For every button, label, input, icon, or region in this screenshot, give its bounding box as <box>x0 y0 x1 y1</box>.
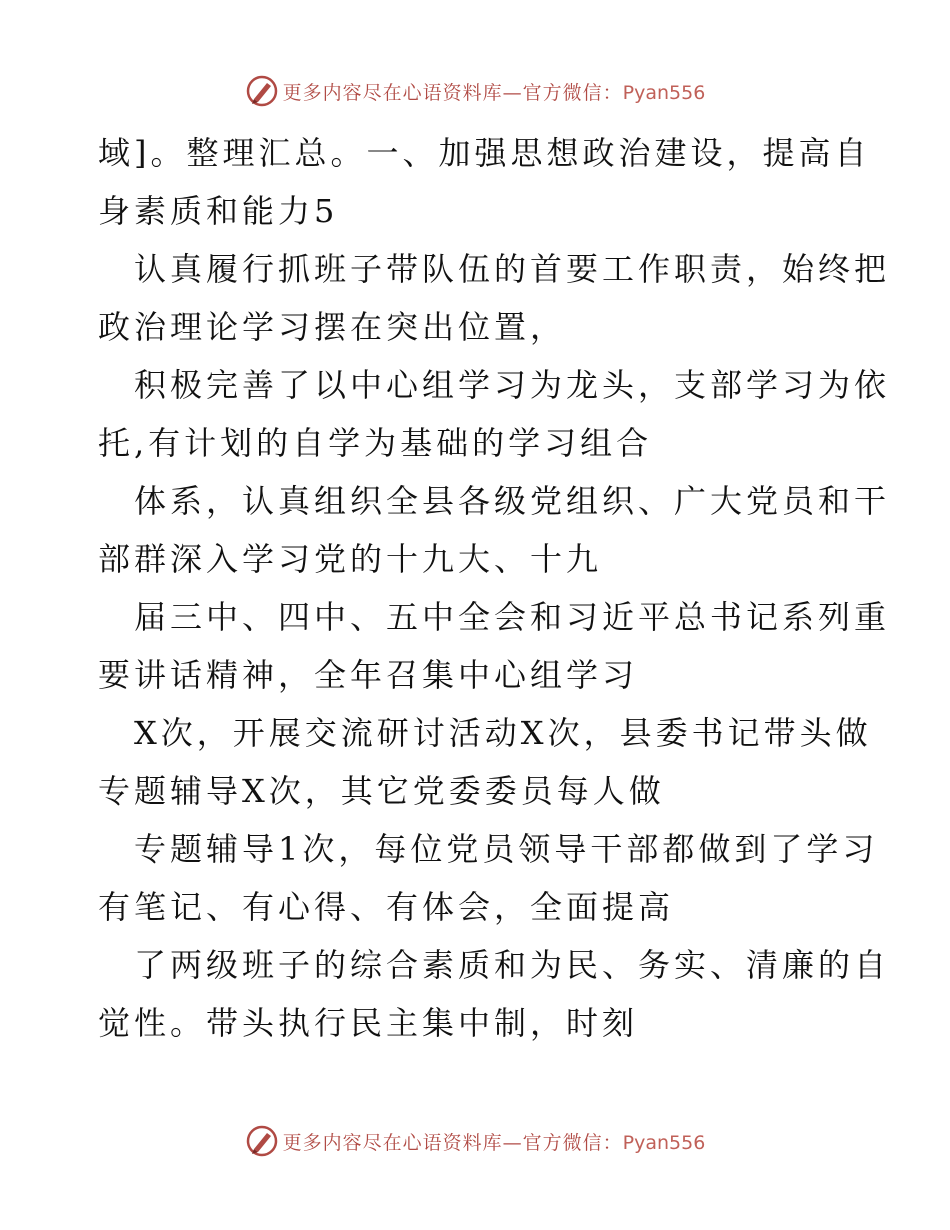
text-line: 积极完善了以中心组学习为龙头，支部学习为依 <box>134 366 891 404</box>
pen-logo-icon <box>245 74 279 108</box>
document-body <box>98 124 891 1052</box>
pen-logo-icon <box>245 1124 279 1158</box>
text-line: 要讲话精神，全年召集中心组学习 <box>98 656 639 694</box>
text-line: 托,有计划的自学为基础的学习组合 <box>98 424 653 462</box>
text-line: 体系，认真组织全县各级党组织、广大党员和干 <box>134 482 891 520</box>
footer-banner-handle: Pyan556 <box>622 1131 706 1154</box>
text-line: 专题辅导1次，每位党员领导干部都做到了学习 <box>134 830 879 868</box>
text-line: 届三中、四中、五中全会和习近平总书记系列重 <box>134 598 891 636</box>
text-line: 部群深入学习党的十九大、十九 <box>98 540 603 578</box>
text-line: 觉性。带头执行民主集中制，时刻 <box>98 1004 639 1042</box>
text-line: 专题辅导X次，其它党委委员每人做 <box>98 772 665 810</box>
footer-banner-text: 更多内容尽在心语资料库—官方微信：Pyan556 <box>282 1131 706 1154</box>
header-banner-handle: Pyan556 <box>622 81 706 104</box>
text-line: 有笔记、有心得、有体会，全面提高 <box>98 888 675 926</box>
text-line: 认真履行抓班子带队伍的首要工作职责，始终把 <box>134 250 891 288</box>
text-line: 身素质和能力5 <box>98 192 339 230</box>
text-line: 域]。整理汇总。一、加强思想政治建设，提高自 <box>98 134 871 172</box>
header-banner <box>0 69 950 113</box>
header-banner-text: 更多内容尽在心语资料库—官方微信：Pyan556 <box>282 81 706 104</box>
text-line: X次，开展交流研讨活动X次，县委书记带头做 <box>134 714 872 752</box>
text-line: 了两级班子的综合素质和为民、务实、清廉的自 <box>134 946 891 984</box>
text-line: 政治理论学习摆在突出位置， <box>98 308 567 346</box>
footer-banner <box>0 1119 950 1163</box>
